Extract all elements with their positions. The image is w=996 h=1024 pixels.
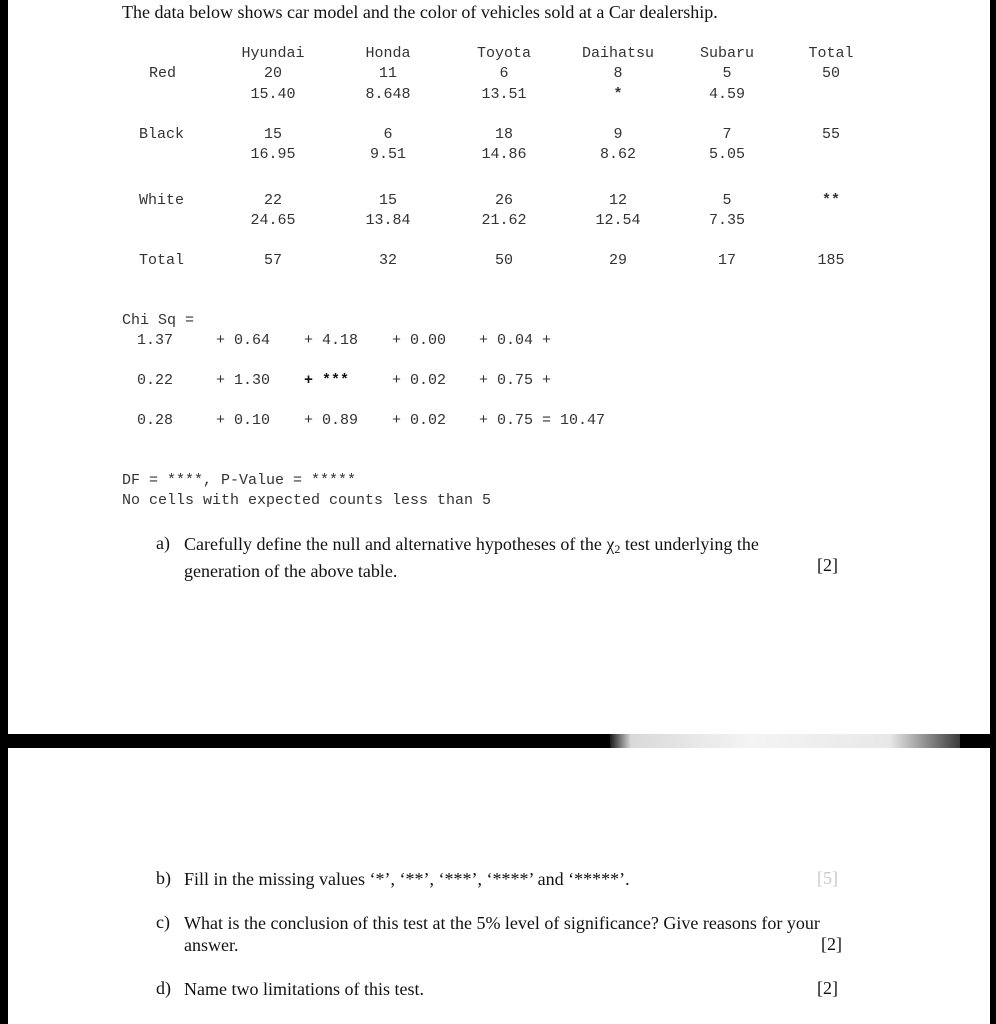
cell-row-total: 50 — [821, 65, 840, 82]
cell-observed: 20 — [263, 65, 282, 82]
question-d — [156, 978, 856, 1002]
cell-column-total: 50 — [494, 252, 513, 269]
chisq-missing-triple-star: + *** — [304, 372, 350, 389]
cell-expected: 7.35 — [708, 212, 745, 229]
question-marks: [2] — [817, 555, 838, 575]
cell-observed: 8 — [613, 65, 623, 82]
col-header-daihatsu: Daihatsu — [581, 45, 654, 62]
question-c — [156, 912, 876, 960]
cell-row-total: 55 — [821, 126, 840, 143]
question-text: Carefully define the null and alternative hypotheses of the χ2 test underlying the generation of the above table. — [184, 534, 759, 581]
cell-column-total: 29 — [608, 252, 627, 269]
cell-expected: 9.51 — [369, 146, 406, 163]
cell-expected: 14.86 — [481, 146, 527, 163]
cell-expected: 13.51 — [481, 86, 527, 103]
chisq-term: + 0.64 — [216, 332, 271, 349]
question-label: a) — [156, 533, 170, 553]
cell-column-total: 17 — [717, 252, 736, 269]
cell-expected: 8.62 — [599, 146, 636, 163]
col-header-total: Total — [808, 45, 854, 62]
chisq-term: + 0.75 + — [479, 372, 552, 389]
df-pvalue-line: DF = ****, P-Value = ***** — [122, 472, 357, 489]
question-label: b) — [156, 868, 171, 888]
cell-expected: 21.62 — [481, 212, 527, 229]
cell-column-total: 57 — [263, 252, 282, 269]
row-label-total: Total — [139, 252, 185, 269]
chisq-term: + 4.18 — [304, 332, 359, 349]
chisq-term: + 0.04 + — [479, 332, 552, 349]
chisq-term: + 0.00 — [392, 332, 447, 349]
question-label: c) — [156, 912, 170, 932]
cell-observed: 15 — [263, 126, 282, 143]
chisq-label: Chi Sq = — [122, 312, 195, 329]
cell-expected: 5.05 — [708, 146, 745, 163]
cell-observed: 6 — [383, 126, 393, 143]
page-bottom — [8, 748, 990, 1024]
cell-observed: 6 — [499, 65, 509, 82]
expected-counts-note: No cells with expected counts less than 5 — [122, 492, 492, 509]
chisq-term: + 0.10 — [216, 412, 271, 429]
chisq-term: 0.22 — [137, 372, 174, 389]
chisq-term: + 0.89 — [304, 412, 359, 429]
cell-expected: 15.40 — [250, 86, 296, 103]
cell-observed: 11 — [378, 65, 397, 82]
chisq-term: 0.28 — [137, 412, 174, 429]
cell-missing-double-star: ** — [821, 192, 840, 209]
cell-observed: 18 — [494, 126, 513, 143]
row-label-white: White — [139, 192, 185, 209]
question-marks: [5] — [817, 868, 838, 888]
cell-observed: 5 — [722, 65, 732, 82]
question-label: d) — [156, 978, 171, 998]
cell-observed: 12 — [608, 192, 627, 209]
cell-expected: 12.54 — [595, 212, 641, 229]
cell-observed: 26 — [494, 192, 513, 209]
row-label-red: Red — [149, 65, 177, 82]
cell-expected: 13.84 — [365, 212, 411, 229]
cell-expected: 4.59 — [708, 86, 745, 103]
cell-column-total: 32 — [378, 252, 397, 269]
col-header-subaru: Subaru — [699, 45, 754, 62]
row-label-black: Black — [139, 126, 185, 143]
question-text: What is the conclusion of this test at the 5% level of significance? Give reasons for your answer. — [184, 913, 820, 955]
cell-expected: 16.95 — [250, 146, 296, 163]
chisq-term: + 1.30 — [216, 372, 271, 389]
cell-expected: 24.65 — [250, 212, 296, 229]
cell-observed: 15 — [378, 192, 397, 209]
page-edge-shadow — [610, 734, 960, 748]
col-header-hyundai: Hyundai — [241, 45, 305, 62]
col-header-honda: Honda — [365, 45, 411, 62]
cell-observed: 5 — [722, 192, 732, 209]
intro-text: The data below shows car model and the color of vehicles sold at a Car dealership. — [122, 2, 718, 22]
page-top — [8, 0, 990, 734]
question-b — [156, 868, 856, 892]
chisq-total: + 0.75 = 10.47 — [479, 412, 606, 429]
question-text: Fill in the missing values ‘*’, ‘**’, ‘***’, ‘****’ and ‘*****’. — [184, 869, 630, 889]
question-text: Name two limitations of this test. — [184, 979, 424, 999]
cell-grand-total: 185 — [817, 252, 845, 269]
question-a — [156, 533, 856, 581]
cell-observed: 9 — [613, 126, 623, 143]
cell-observed: 7 — [722, 126, 732, 143]
col-header-toyota: Toyota — [476, 45, 531, 62]
chisq-term: + 0.02 — [392, 412, 447, 429]
cell-expected: 8.648 — [365, 86, 411, 103]
chisq-term: 1.37 — [137, 332, 174, 349]
question-marks: [2] — [817, 978, 838, 998]
question-marks: [2] — [821, 934, 842, 954]
cell-missing-star: * — [613, 86, 623, 103]
chisq-term: + 0.02 — [392, 372, 447, 389]
cell-observed: 22 — [263, 192, 282, 209]
